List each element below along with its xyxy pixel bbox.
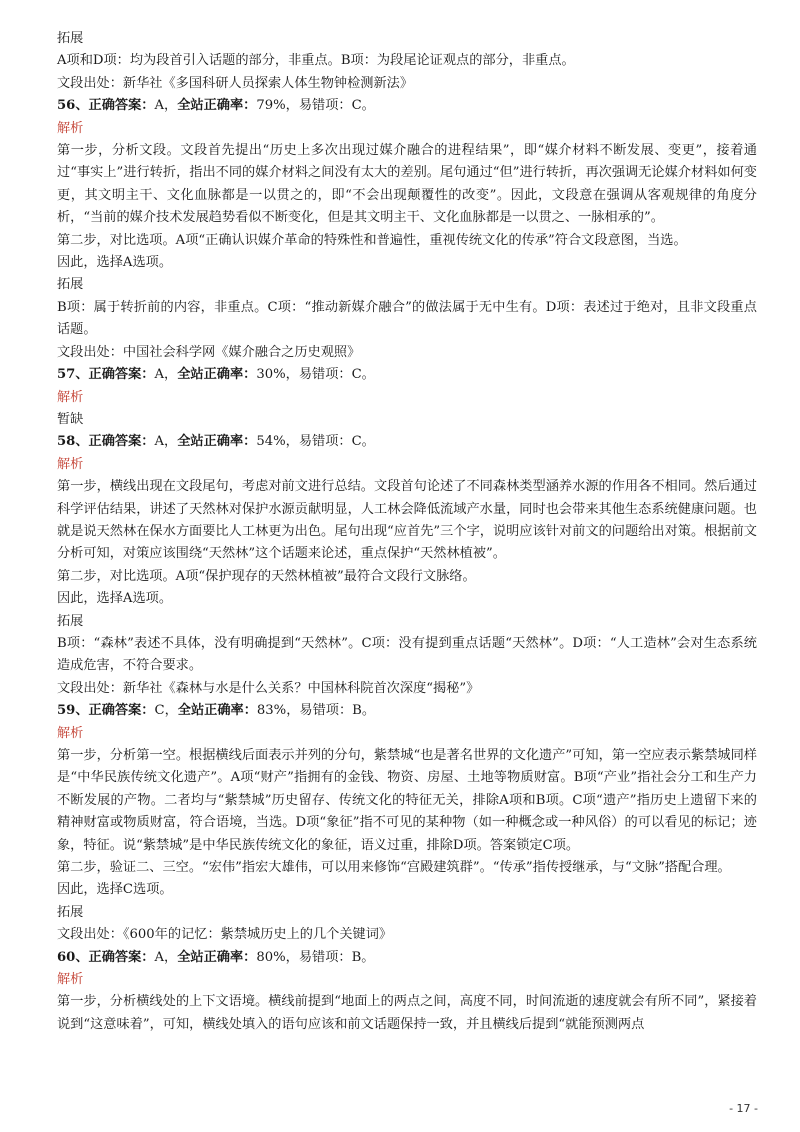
analysis-text: 暂缺	[57, 411, 84, 427]
rate-label: 全站正确率：	[177, 703, 257, 719]
answer-label: 正确答案：	[88, 434, 155, 450]
jiexi-label: 解析	[57, 389, 84, 405]
question-header-56	[57, 95, 757, 117]
jiexi-label: 解析	[57, 120, 84, 136]
tuozhan-label: 拓展	[57, 277, 84, 293]
answer-label: 正确答案：	[88, 949, 155, 965]
step2-text: 第二步，对比选项。A项“保护现存的天然林植被”最符合文段行文脉络。	[57, 568, 476, 584]
conclusion-text: 因此，选择A选项。	[57, 255, 173, 271]
rate-value: 83%，易错项：B。	[256, 703, 376, 719]
question-header-59	[57, 700, 757, 722]
conclusion-text: 因此，选择C选项。	[57, 882, 173, 898]
question-number: 57、	[57, 367, 89, 383]
tuozhan-text: B项：属于转折前的内容，非重点。C项：“推动新媒介融合”的做法属于无中生有。D项：表述过于绝对，且非文段重点话题。	[57, 299, 757, 338]
question-number: 58、	[57, 434, 89, 450]
rate-label: 全站正确率：	[177, 98, 257, 114]
source-line: 文段出处：中国社会科学网《媒介融合之历史观照》	[57, 344, 361, 360]
tuozhan-text: A项和D项：均为段首引入话题的部分，非重点。B项：为段尾论证观点的部分，非重点。	[57, 53, 575, 69]
question-number: 60、	[57, 949, 89, 965]
rate-value: 80%，易错项：B。	[256, 949, 375, 965]
answer-value: A，	[154, 367, 178, 383]
answer-value: A，	[154, 98, 178, 114]
jiexi-label: 解析	[57, 972, 84, 988]
step2-text: 第二步，对比选项。A项“正确认识媒介革命的特殊性和普遍性，重视传统文化的传承”符合文段意图，当选。	[57, 232, 687, 248]
question-number: 59、	[57, 703, 89, 719]
tuozhan-label: 拓展	[57, 904, 84, 920]
analysis-text: 第一步，分析横线处的上下文语境。横线前提到“地面上的两点之间，高度不同，时间流逝的速度就会有所不同”，紧接着说到“这意味着”，可知，横线处填入的语句应该和前文话题保持一致，并且横线后提到“就能预测两点	[57, 994, 757, 1032]
question-number: 56、	[57, 98, 89, 114]
source-line: 文段出处：新华社《森林与水是什么关系？中国林科院首次深度“揭秘”》	[57, 680, 480, 696]
answer-label: 正确答案：	[88, 98, 155, 114]
rate-label: 全站正确率：	[177, 434, 257, 450]
rate-value: 30%，易错项：C。	[256, 367, 375, 383]
answer-value: A，	[154, 949, 178, 965]
document-page	[57, 28, 757, 1036]
rate-label: 全站正确率：	[177, 949, 257, 965]
conclusion-text: 因此，选择A选项。	[57, 591, 173, 607]
analysis-text: 第一步，分析第一空。根据横线后面表示并列的分句，紫禁城“也是著名世界的文化遗产”可知，第一空应表示紫禁城同样是“中华民族传统文化遗产”。A项“财产”指拥有的金钱、物资、房屋、土地等物质财富。B项“产业”指社会分工和生产力不断发展的产物。二者均与“紫禁城”历史留存、传统文化的特征无关，排除A项和B项。C项“遗产”指历史上遗留下来的精神财富或物质财富，符合语境，当选。D项“象征”指不可见的某种物（如一种概念或一种风俗）的可以看见的标记；迹象，特征。说“紫禁城”是中华民族传统文化的象征，语义过重，排除D项。答案锁定C项。	[57, 748, 757, 853]
analysis-text: 第一步，分析文段。文段首先提出“历史上多次出现过媒介融合的进程结果”，即“媒介材料不断发展、变更”，接着通过“事实上”进行转折，指出不同的媒介材料之间没有太大的差别。尾句通过“但”进行转折，再次强调无论媒介材料如何变更，其文明主干、文化血脉都是一以贯之的，即“不会出现颠覆性的改变”。因此，文段意在强调从客观规律的角度分析，“当前的媒介技术发展趋势看似不断变化，但是其文明主干、文化血脉都是一以贯之、一脉相承的”。	[57, 143, 757, 226]
jiexi-label: 解析	[57, 725, 84, 741]
jiexi-label: 解析	[57, 456, 84, 472]
source-line: 文段出处：《600年的记忆：紫禁城历史上的几个关键词》	[57, 927, 393, 943]
source-line: 文段出处：新华社《多国科研人员探索人体生物钟检测新法》	[57, 75, 414, 91]
question-header-58	[57, 431, 757, 453]
answer-value: C，	[154, 703, 178, 719]
rate-label: 全站正确率：	[177, 367, 257, 383]
question-header-60	[57, 947, 757, 969]
analysis-text: 第一步，横线出现在文段尾句，考虑对前文进行总结。文段首句论述了不同森林类型涵养水源的作用各不相同。然后通过科学评估结果，讲述了天然林对保护水源贡献明显，人工林会降低流域产水量，同时也会带来其他生态系统健康问题。也就是说天然林在保水方面要比人工林更为出色。尾句出现“应首先”三个字，说明应该针对前文的问题给出对策。根据前文分析可知，对策应该围绕“天然林”这个话题来论述，重点保护“天然林植被”。	[57, 479, 757, 562]
question-header-57	[57, 364, 757, 386]
rate-value: 79%，易错项：C。	[256, 98, 375, 114]
answer-value: A，	[154, 434, 178, 450]
step2-text: 第二步，验证二、三空。“宏伟”指宏大雄伟，可以用来修饰“宫殿建筑群”。“传承”指传授继承，与“文脉”搭配合理。	[57, 860, 731, 876]
answer-label: 正确答案：	[88, 367, 155, 383]
rate-value: 54%，易错项：C。	[256, 434, 375, 450]
tuozhan-label: 拓展	[57, 613, 84, 629]
tuozhan-text: B项：“森林”表述不具体，没有明确提到“天然林”。C项：没有提到重点话题“天然林”。D项：“人工造林”会对生态系统造成危害，不符合要求。	[57, 635, 757, 674]
answer-label: 正确答案：	[88, 703, 155, 719]
page-number: - 17 -	[729, 1102, 758, 1115]
tuozhan-label: 拓展	[57, 31, 84, 46]
